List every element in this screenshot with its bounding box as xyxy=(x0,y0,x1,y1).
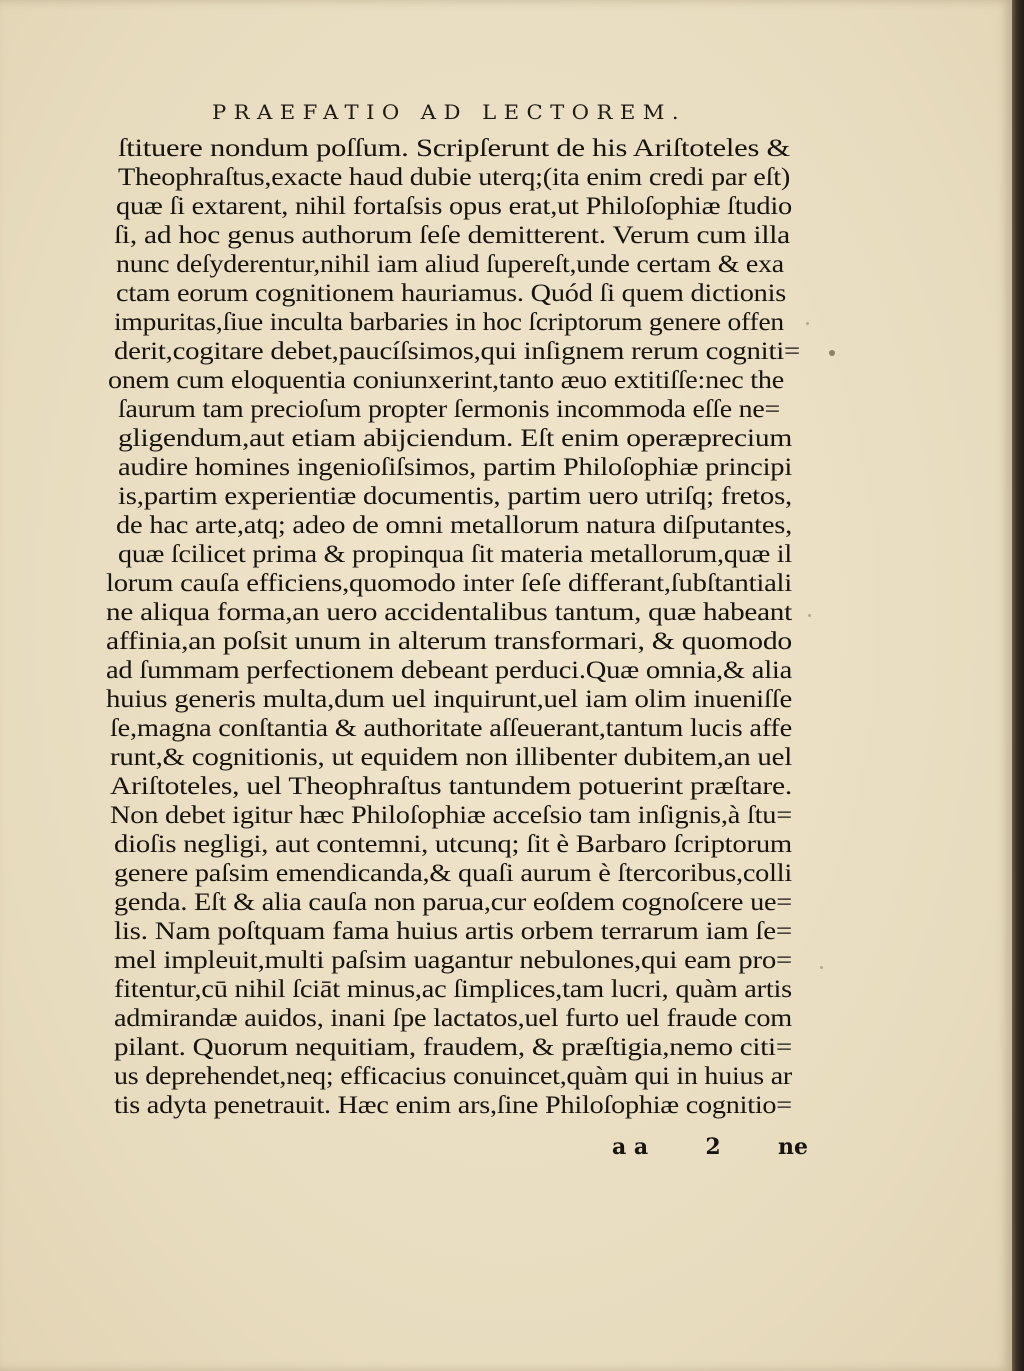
text-line: lorum cauſa efficiens,quomodo inter ſeſe differant,ſubſtantiali xyxy=(106,570,792,597)
text-line: nunc deſyderentur,nihil iam aliud ſupereſt,unde certam & exa xyxy=(116,251,784,278)
text-line: ctam eorum cognitionem hauriamus. Quód ſi quem dictionis xyxy=(116,280,787,307)
text-line: quæ ſi extarent, nihil fortaſsis opus erat,ut Philoſophiæ ſtudio xyxy=(116,193,793,220)
ink-speck xyxy=(806,322,809,325)
text-line: de hac arte,atq; adeo de omni metallorum natura diſputantes, xyxy=(116,512,792,539)
text-line: ſaurum tam precioſum propter ſermonis incommoda eſſe ne= xyxy=(118,396,780,423)
text-line: genda. Eſt & alia cauſa non parua,cur eoſdem cognoſcere ue= xyxy=(114,889,793,916)
text-line: pilant. Quorum nequitiam, fraudem, & præſtigia,nemo citi= xyxy=(114,1034,792,1061)
text-line: tis adyta penetrauit. Hæc enim ars,ſine Philoſophiæ cognitio= xyxy=(114,1092,792,1119)
text-line: mel impleuit,multi paſsim uagantur nebulones,qui eam pro= xyxy=(114,947,793,974)
text-line: ſi, ad hoc genus authorum ſeſe demitterent. Verum cum illa xyxy=(114,222,790,249)
catchword: ne xyxy=(777,1134,808,1160)
text-line: admirandæ auidos, inani ſpe lactatos,uel furto uel fraude com xyxy=(114,1005,793,1032)
text-line: ſe,magna conſtantia & authoritate aſſeuerant,tantum lucis affe xyxy=(110,715,793,742)
text-line: Ariſtoteles, uel Theophraſtus tantundem potuerint præſtare. xyxy=(110,773,793,800)
signature-number: 2 xyxy=(705,1134,721,1160)
text-line: gligendum,aut etiam abijciendum. Eſt enim operæprecium xyxy=(118,425,793,452)
text-line: audire homines ingenioſiſsimos, partim Philoſophiæ principi xyxy=(118,454,793,481)
text-line: quæ ſcilicet prima & propinqua ſit materia metallorum,quæ il xyxy=(118,541,792,568)
text-line: huius generis multa,dum uel inquirunt,uel iam olim inueniſſe xyxy=(106,686,793,713)
ink-speck xyxy=(808,614,811,617)
text-line: us deprehendet,neq; efficacius conuincet,quàm qui in huius ar xyxy=(114,1063,793,1090)
text-line: genere paſsim emendicanda,& quaſi aurum è ſtercoribus,colli xyxy=(114,860,792,887)
text-line: Theophraſtus,exacte haud dubie uterq;(ita enim credi par eſt) xyxy=(118,164,791,191)
text-line: dioſis negligi, aut contemni, utcunq; ſit è Barbaro ſcriptorum xyxy=(114,831,792,858)
running-header: PRAEFATIO AD LECTOREM. xyxy=(212,100,687,124)
book-edge xyxy=(1012,0,1024,1371)
text-line: impuritas,ſiue inculta barbaries in hoc ſcriptorum genere offen xyxy=(114,309,784,336)
text-line: affinia,an poſsit unum in alterum transformari, & quomodo xyxy=(106,628,792,655)
ink-speck xyxy=(820,966,823,969)
signature-mark: a a xyxy=(612,1134,649,1160)
text-line: derit,cogitare debet,paucíſsimos,qui inſignem rerum cogniti= xyxy=(114,338,801,365)
signature-line xyxy=(612,1134,808,1160)
text-line: runt,& cognitionis, ut equidem non illibenter dubitem,an uel xyxy=(110,744,793,771)
text-line: ſtituere nondum poſſum. Scripſerunt de his Ariſtoteles & xyxy=(118,135,791,162)
text-line: is,partim experientiæ documentis, partim uero utriſq; fretos, xyxy=(118,483,793,510)
ink-speck xyxy=(829,350,835,356)
text-line: ad ſummam perfectionem debeant perduci.Quæ omnia,& alia xyxy=(106,657,793,684)
text-line: fitentur,cū nihil ſciāt minus,ac ſimplices,tam lucri, quàm artis xyxy=(114,976,792,1003)
text-line: lis. Nam poſtquam fama huius artis orbem terrarum iam ſe= xyxy=(114,918,793,945)
text-line: onem cum eloquentia coniunxerint,tanto æuo extitiſſe:nec the xyxy=(108,367,784,394)
text-line: ne aliqua forma,an uero accidentalibus tantum, quæ habeant xyxy=(106,599,792,626)
text-line: Non debet igitur hæc Philoſophiæ acceſsio tam inſignis,à ſtu= xyxy=(110,802,792,829)
